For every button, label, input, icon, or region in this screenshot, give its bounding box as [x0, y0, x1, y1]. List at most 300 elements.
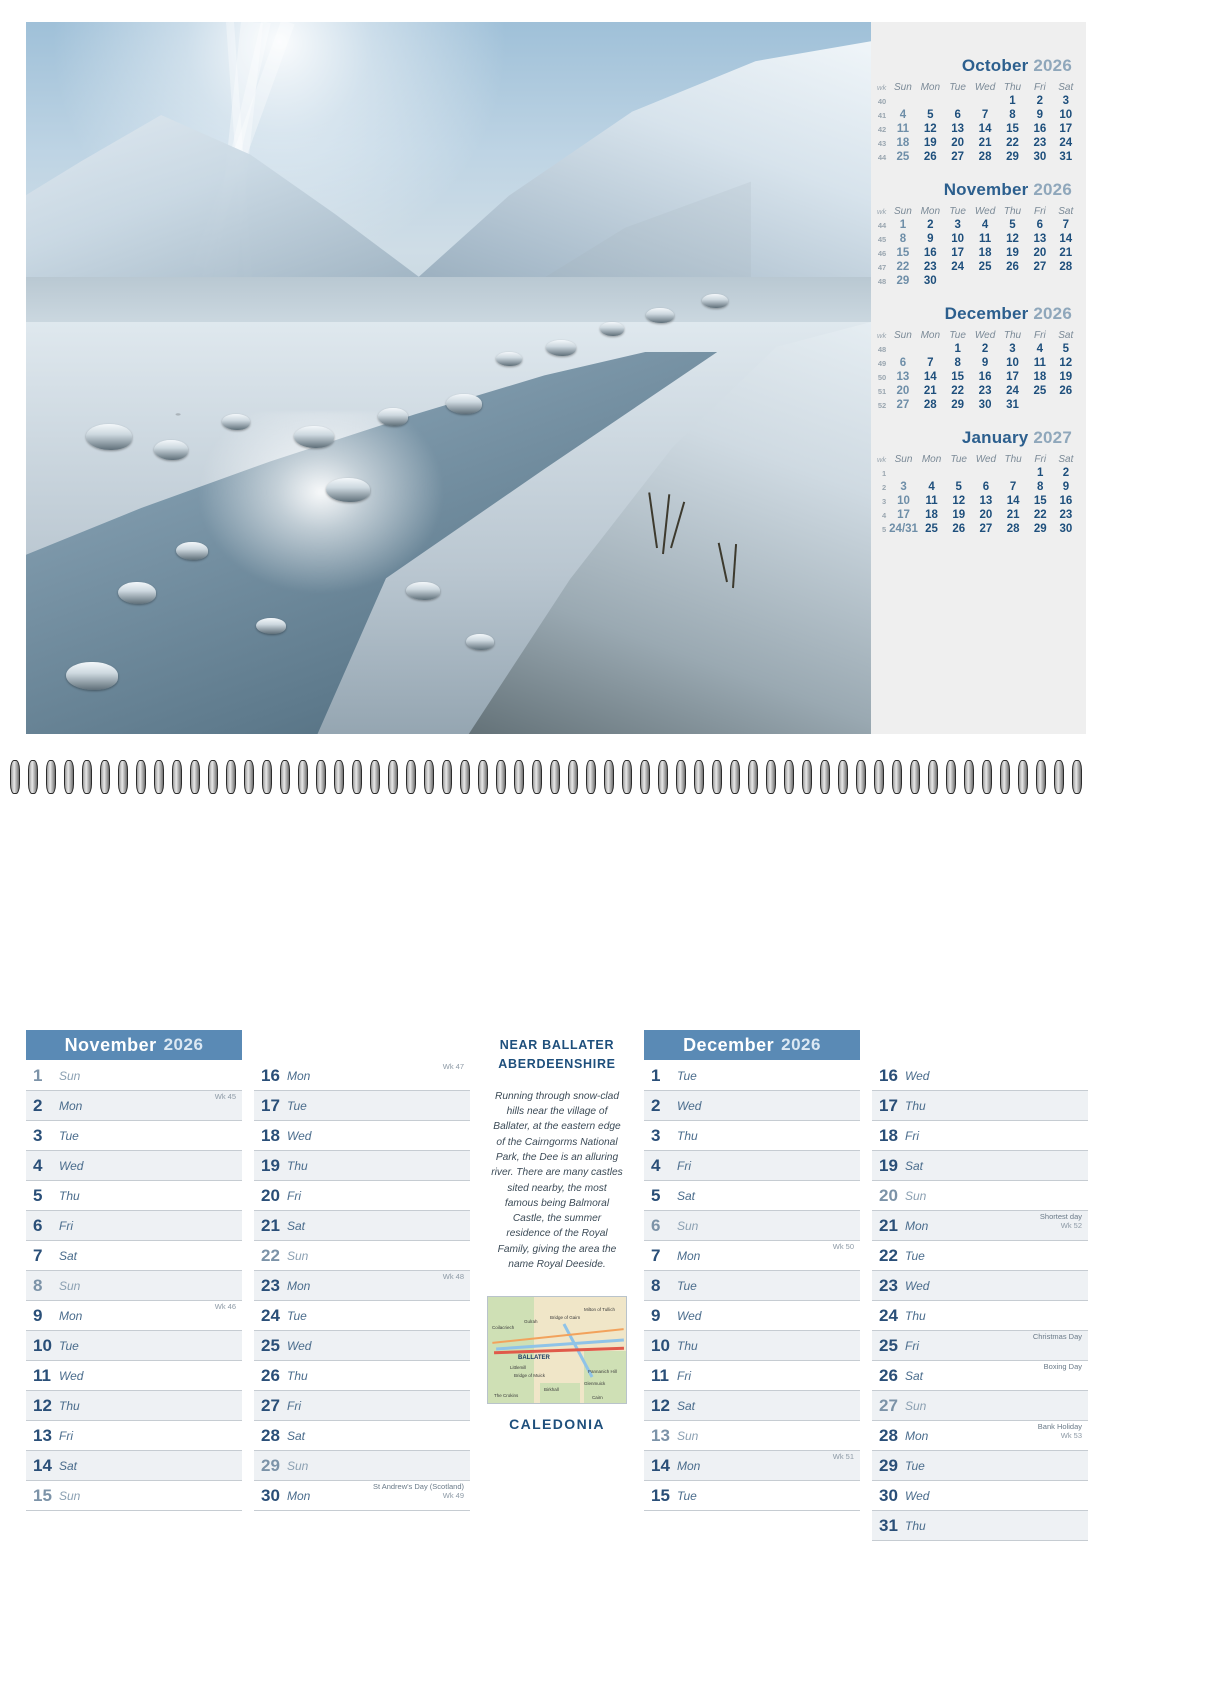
mini-day-cell[interactable]: 9	[1062, 481, 1070, 493]
day-row[interactable]	[644, 1061, 860, 1091]
day-name: Fri	[905, 1338, 919, 1353]
map-label: Milton of Tullich	[584, 1307, 616, 1313]
mini-day-cell[interactable]: 23	[1033, 137, 1047, 149]
mini-day-cell[interactable]: 1	[1009, 95, 1016, 107]
mini-day-cell[interactable]: 17	[1059, 123, 1073, 135]
day-number: 2	[651, 1095, 661, 1115]
mini-day-cell[interactable]: 18	[896, 137, 910, 149]
mini-day-cell[interactable]	[889, 466, 918, 480]
mini-day-cell[interactable]: 30	[1033, 151, 1047, 163]
mini-day-cell[interactable]: 12	[1059, 357, 1073, 369]
mini-day-cell[interactable]: 1	[954, 343, 961, 355]
day-number: 6	[651, 1215, 661, 1235]
mini-day-cell[interactable]: 20	[979, 509, 993, 521]
mini-day-cell[interactable]: 31	[1059, 151, 1073, 163]
mini-day-cell[interactable]: 13	[1033, 233, 1047, 245]
mini-day-cell[interactable]: 26	[1006, 261, 1019, 273]
mini-day-cell[interactable]: 17	[897, 509, 910, 521]
spiral-coil	[388, 760, 398, 794]
week-number: 44	[877, 220, 887, 230]
week-number: 43	[877, 138, 887, 148]
mini-day-cell[interactable]: 12	[923, 123, 937, 135]
day-number: 10	[33, 1335, 52, 1355]
day-name: Sat	[677, 1398, 696, 1413]
mini-day-cell[interactable]: 5	[927, 109, 934, 121]
mini-day-cell[interactable]: 18	[1033, 371, 1047, 383]
day-row[interactable]	[872, 1421, 1088, 1451]
mini-day-cell[interactable]: 21	[1059, 247, 1073, 259]
day-row[interactable]	[644, 1211, 860, 1241]
day-row[interactable]	[872, 1361, 1088, 1391]
day-name: Mon	[677, 1248, 701, 1263]
day-row[interactable]	[254, 1181, 470, 1211]
day-row[interactable]	[644, 1091, 860, 1121]
day-row[interactable]	[26, 1271, 242, 1301]
mini-day-cell[interactable]: 2	[981, 343, 989, 355]
mini-day-cell[interactable]: 4	[981, 219, 989, 231]
day-number: 31	[879, 1515, 898, 1535]
mini-day-cell[interactable]: 25	[896, 151, 910, 163]
spiral-coil	[604, 760, 614, 794]
day-row[interactable]	[644, 1241, 860, 1271]
caption-title	[482, 1036, 632, 1075]
mini-day-cell[interactable]: 10	[1006, 357, 1019, 369]
mini-day-cell[interactable]: 17	[1006, 371, 1019, 383]
day-row[interactable]	[26, 1361, 242, 1391]
mini-day-cell[interactable]: 19	[952, 509, 966, 521]
day-name: Tue	[287, 1308, 307, 1323]
week-number: 46	[877, 248, 887, 258]
mini-day-cell[interactable]: 24	[1059, 137, 1073, 149]
mini-weekday-header: Tue	[950, 454, 967, 465]
spiral-coil	[856, 760, 866, 794]
mini-day-cell[interactable]: 9	[981, 357, 989, 369]
day-row[interactable]	[644, 1301, 860, 1331]
day-number: 9	[651, 1305, 661, 1325]
mini-day-cell[interactable]: 16	[923, 247, 937, 259]
mini-day-cell[interactable]: 28	[978, 151, 992, 163]
mini-weekday-header: Mon	[920, 330, 941, 341]
mini-day-cell[interactable]: 19	[923, 137, 937, 149]
mini-day-cell[interactable]: 3	[1062, 95, 1069, 107]
mini-day-cell[interactable]: 29	[951, 399, 965, 411]
day-name: Tue	[677, 1488, 697, 1503]
day-row[interactable]	[26, 1151, 242, 1181]
spiral-coil	[244, 760, 254, 794]
mini-day-cell[interactable]: 14	[923, 371, 937, 383]
mini-day-cell[interactable]: 20	[1033, 247, 1047, 259]
caption-body: Running through snow-clad hills near the village of Ballater, at the eastern edge of the Cairngorms National Park, the Dee is an alluring river. There are many castles sited nearby, the most famous being Balmoral Castle, the summer residence of the Royal Family, giving the area the name Royal Deeside.	[491, 1090, 623, 1271]
mini-day-cell[interactable]: 22	[896, 261, 910, 273]
mini-day-cell[interactable]: 15	[1006, 123, 1019, 135]
mini-day-cell[interactable]: 26	[923, 151, 937, 163]
mini-weekday-header: Fri	[1034, 454, 1047, 465]
day-number: 21	[261, 1215, 280, 1235]
day-row[interactable]	[26, 1091, 242, 1121]
day-row[interactable]	[254, 1361, 470, 1391]
day-row[interactable]	[254, 1271, 470, 1301]
mini-day-cell[interactable]	[971, 94, 998, 108]
day-row[interactable]	[26, 1481, 242, 1511]
spiral-coil	[640, 760, 650, 794]
day-row[interactable]	[26, 1421, 242, 1451]
spiral-coil	[1018, 760, 1028, 794]
day-row[interactable]	[872, 1451, 1088, 1481]
mini-day-cell[interactable]: 9	[1036, 109, 1044, 121]
mini-day-cell[interactable]: 11	[925, 495, 938, 507]
mini-day-cell[interactable]: 7	[1062, 219, 1069, 231]
mini-day-cell[interactable]: 16	[1059, 495, 1073, 507]
mini-day-cell[interactable]	[1000, 466, 1027, 480]
mini-day-cell[interactable]: 8	[954, 357, 961, 369]
mini-day-cell[interactable]: 1	[1037, 467, 1044, 479]
spiral-coil	[622, 760, 632, 794]
day-number: 19	[879, 1155, 898, 1175]
mini-weekday-header: Fri	[1034, 206, 1046, 217]
spiral-coil	[964, 760, 974, 794]
spiral-coil	[226, 760, 236, 794]
mini-day-cell[interactable]: 31	[1006, 399, 1019, 411]
day-row[interactable]	[254, 1211, 470, 1241]
mini-day-cell[interactable]: 4	[1036, 343, 1044, 355]
day-note	[1044, 1363, 1082, 1372]
map-label: Littlemill	[510, 1365, 527, 1371]
day-row[interactable]	[644, 1331, 860, 1361]
mini-day-cell[interactable]: 11	[896, 123, 909, 135]
mini-weekday-header: Thu	[1003, 206, 1022, 217]
mini-week-row	[875, 260, 1078, 274]
day-row[interactable]	[254, 1421, 470, 1451]
mini-day-cell[interactable]: 29	[1033, 523, 1047, 535]
mini-day-cell[interactable]: 2	[1062, 467, 1070, 479]
week-number: 40	[877, 96, 887, 106]
mini-day-cell[interactable]	[1054, 274, 1078, 288]
mini-day-cell[interactable]: 3	[1009, 343, 1016, 355]
mini-month-table	[875, 81, 1078, 164]
mini-weekday-header: Sat	[1058, 206, 1074, 217]
mini-day-cell[interactable]	[971, 274, 998, 288]
mini-day-cell[interactable]: 25	[925, 523, 938, 535]
mini-day-cell[interactable]: 6	[954, 109, 961, 121]
day-name: Mon	[905, 1218, 929, 1233]
day-row[interactable]	[872, 1331, 1088, 1361]
mini-day-cell[interactable]: 3	[954, 219, 961, 231]
mini-day-cell[interactable]: 19	[1059, 371, 1073, 383]
mini-day-cell[interactable]: 27	[896, 399, 910, 411]
spiral-coil	[586, 760, 596, 794]
mini-day-cell[interactable]: 1	[899, 219, 907, 231]
mini-week-row	[875, 136, 1078, 150]
week-number: 45	[877, 234, 887, 244]
mini-weekday-header: Thu	[1004, 454, 1022, 465]
mini-day-cell[interactable]	[1026, 398, 1053, 412]
spiral-coil	[442, 760, 452, 794]
mini-day-cell[interactable]: 13	[979, 495, 993, 507]
mini-day-cell[interactable]: 5	[955, 481, 962, 493]
day-row[interactable]	[26, 1391, 242, 1421]
day-row[interactable]	[254, 1391, 470, 1421]
mini-week-row	[875, 398, 1078, 412]
week-number: 49	[877, 358, 887, 368]
mini-day-cell[interactable]: 8	[1009, 109, 1016, 121]
day-row[interactable]	[644, 1391, 860, 1421]
mini-day-cell[interactable]: 4	[928, 481, 935, 493]
day-row[interactable]	[26, 1241, 242, 1271]
mini-day-cell[interactable]: 22	[1006, 137, 1019, 149]
day-row[interactable]	[872, 1211, 1088, 1241]
day-row[interactable]	[254, 1481, 470, 1511]
mini-weekday-header: Sat	[1058, 454, 1074, 465]
mini-week-row	[875, 508, 1078, 522]
mini-day-cell[interactable]: 2	[927, 219, 934, 231]
mini-day-cell[interactable]: 14	[978, 123, 992, 135]
mini-day-cell[interactable]: 27	[979, 523, 993, 535]
day-row[interactable]	[644, 1421, 860, 1451]
mini-day-cell[interactable]: 23	[978, 385, 992, 397]
mini-day-cell[interactable]: 14	[1006, 495, 1020, 507]
spiral-coil	[154, 760, 164, 794]
mini-day-cell[interactable]: 18	[925, 509, 938, 521]
mini-day-cell[interactable]: 6	[1036, 219, 1044, 231]
day-note	[1038, 1423, 1082, 1440]
mini-day-cell[interactable]: 28	[1059, 261, 1073, 273]
mini-day-cell[interactable]: 3	[900, 481, 907, 493]
day-name: Mon	[59, 1308, 83, 1323]
mini-day-cell[interactable]: 29	[896, 275, 910, 287]
mini-day-cell[interactable]: 24	[951, 261, 965, 273]
mini-week-row	[875, 466, 1078, 480]
mini-day-cell[interactable]: 7	[1009, 481, 1017, 493]
day-row[interactable]	[872, 1061, 1088, 1091]
day-row[interactable]	[644, 1181, 860, 1211]
mini-day-cell[interactable]: 20	[951, 137, 965, 149]
column-spacer	[254, 1030, 470, 1061]
day-row[interactable]	[872, 1241, 1088, 1271]
mini-day-cell[interactable]: 29	[1006, 151, 1019, 163]
mini-day-cell[interactable]: 10	[897, 495, 910, 507]
day-row[interactable]	[26, 1451, 242, 1481]
mini-day-cell[interactable]: 6	[899, 357, 907, 369]
day-row[interactable]	[254, 1121, 470, 1151]
mini-day-cell[interactable]: 8	[899, 233, 907, 245]
mini-day-cell[interactable]: 28	[923, 399, 937, 411]
mini-day-cell[interactable]: 9	[927, 233, 934, 245]
day-row[interactable]	[872, 1391, 1088, 1421]
mini-month-october	[875, 56, 1078, 164]
spiral-coil	[514, 760, 524, 794]
day-row[interactable]	[26, 1301, 242, 1331]
mini-day-cell[interactable]: 16	[1033, 123, 1047, 135]
day-name: Thu	[59, 1188, 80, 1203]
day-row[interactable]	[872, 1181, 1088, 1211]
mini-day-cell[interactable]	[944, 274, 971, 288]
mini-day-cell[interactable]: 4	[899, 109, 907, 121]
day-number: 13	[33, 1425, 52, 1445]
day-name: Wed	[287, 1338, 312, 1353]
day-name: Mon	[287, 1278, 311, 1293]
mini-day-cell[interactable]	[889, 342, 916, 356]
mini-day-cell[interactable]	[918, 466, 945, 480]
mini-day-cell[interactable]: 7	[981, 109, 989, 121]
mini-day-cell[interactable]: 24/31	[889, 523, 918, 535]
mini-day-cell[interactable]: 26	[1059, 385, 1073, 397]
mini-weekday-header: wk	[877, 331, 887, 340]
day-number: 6	[33, 1215, 43, 1235]
map-label: Birkhall	[544, 1387, 559, 1393]
mini-day-cell[interactable]: 7	[927, 357, 934, 369]
day-number: 23	[261, 1275, 280, 1295]
mini-day-cell[interactable]	[1026, 274, 1053, 288]
day-name: Tue	[59, 1128, 79, 1143]
mini-weekday-header: wk	[876, 455, 887, 464]
photo-near-ballater	[26, 22, 871, 734]
day-row[interactable]	[254, 1091, 470, 1121]
mini-day-cell[interactable]	[944, 94, 971, 108]
mini-day-cell[interactable]: 13	[896, 371, 910, 383]
day-row[interactable]	[254, 1241, 470, 1271]
mini-day-cell[interactable]: 5	[1062, 343, 1069, 355]
mini-day-cell[interactable]: 15	[951, 371, 965, 383]
spiral-coil	[748, 760, 758, 794]
spiral-coil	[316, 760, 326, 794]
day-number: 3	[651, 1125, 661, 1145]
day-row[interactable]	[644, 1481, 860, 1511]
spiral-coil	[46, 760, 56, 794]
day-row[interactable]	[254, 1331, 470, 1361]
day-row[interactable]	[254, 1301, 470, 1331]
mini-month-table	[875, 329, 1078, 412]
mini-day-cell[interactable]: 16	[978, 371, 992, 383]
day-row[interactable]	[644, 1151, 860, 1181]
day-row[interactable]	[254, 1061, 470, 1091]
mini-day-cell[interactable]: 11	[1033, 357, 1046, 369]
mini-day-cell[interactable]: 21	[923, 385, 937, 397]
mini-weekday-header: Sat	[1058, 330, 1074, 341]
day-row[interactable]	[26, 1211, 242, 1241]
week-number: Wk 52	[1060, 1220, 1082, 1230]
mini-day-cell[interactable]: 12	[952, 495, 966, 507]
mini-day-cell[interactable]	[945, 466, 972, 480]
mini-day-cell[interactable]: 30	[978, 399, 992, 411]
mini-day-cell[interactable]: 24	[1006, 385, 1019, 397]
day-row[interactable]	[872, 1511, 1088, 1541]
mini-day-cell[interactable]: 6	[982, 481, 990, 493]
day-number: 5	[651, 1185, 661, 1205]
holiday-label: Boxing Day	[1043, 1362, 1082, 1371]
mini-day-cell[interactable]	[999, 274, 1026, 288]
mini-day-cell[interactable]: 22	[1033, 509, 1047, 521]
mini-week-row	[875, 370, 1078, 384]
mini-day-cell[interactable]: 19	[1006, 247, 1019, 259]
mini-day-cell[interactable]: 30	[1059, 523, 1073, 535]
mini-week-row	[875, 94, 1078, 108]
mini-day-cell[interactable]: 22	[951, 385, 965, 397]
day-number: 8	[33, 1275, 43, 1295]
day-number: 24	[261, 1305, 280, 1325]
day-row[interactable]	[26, 1331, 242, 1361]
day-name: Mon	[287, 1068, 311, 1083]
map-label: Glenmuick	[584, 1381, 606, 1387]
mini-day-cell[interactable]: 15	[1033, 495, 1047, 507]
mini-day-cell[interactable]: 2	[1036, 95, 1044, 107]
day-row[interactable]	[26, 1121, 242, 1151]
mini-day-cell[interactable]: 14	[1059, 233, 1073, 245]
mini-day-cell[interactable]: 10	[1059, 109, 1073, 121]
mini-day-cell[interactable]: 25	[1033, 385, 1047, 397]
day-number: 10	[651, 1335, 670, 1355]
mini-weekday-header: Sun	[894, 206, 912, 217]
mini-day-cell[interactable]: 12	[1006, 233, 1019, 245]
day-row[interactable]	[872, 1091, 1088, 1121]
week-number: 5	[881, 524, 887, 534]
day-note	[215, 1303, 236, 1312]
mini-day-cell[interactable]: 8	[1037, 481, 1044, 493]
mini-day-cell[interactable]: 26	[952, 523, 966, 535]
map-label: Bridge of Muick	[514, 1373, 546, 1379]
day-row[interactable]	[26, 1181, 242, 1211]
day-row[interactable]	[644, 1451, 860, 1481]
mini-day-cell[interactable]: 25	[978, 261, 992, 273]
day-name: Mon	[905, 1428, 929, 1443]
mini-day-cell[interactable]	[917, 94, 944, 108]
mini-day-cell[interactable]: 30	[923, 275, 937, 287]
mini-day-cell[interactable]: 27	[1033, 261, 1047, 273]
day-number: 30	[879, 1485, 898, 1505]
mini-day-cell[interactable]: 20	[896, 385, 910, 397]
mini-weekday-header: Wed	[974, 330, 996, 341]
mini-day-cell[interactable]: 28	[1006, 523, 1020, 535]
mini-day-cell[interactable]	[917, 342, 944, 356]
day-name: Fri	[677, 1368, 691, 1383]
day-row[interactable]	[872, 1481, 1088, 1511]
day-name: Tue	[677, 1068, 697, 1083]
mini-day-cell[interactable]: 21	[978, 137, 992, 149]
mini-day-cell[interactable]	[972, 466, 999, 480]
mini-day-cell[interactable]: 18	[978, 247, 992, 259]
day-row[interactable]	[872, 1121, 1088, 1151]
day-row[interactable]	[254, 1151, 470, 1181]
week-number: Wk 50	[832, 1242, 854, 1251]
day-row[interactable]	[644, 1361, 860, 1391]
mini-day-cell[interactable]: 21	[1006, 509, 1020, 521]
day-row[interactable]	[872, 1301, 1088, 1331]
mini-day-cell[interactable]	[1054, 398, 1078, 412]
day-row[interactable]	[872, 1151, 1088, 1181]
mini-day-cell[interactable]	[889, 94, 916, 108]
mini-day-cell[interactable]: 17	[951, 247, 965, 259]
week-number: Wk 51	[832, 1452, 854, 1461]
day-row[interactable]	[644, 1121, 860, 1151]
mini-day-cell[interactable]: 23	[923, 261, 937, 273]
mini-day-cell[interactable]: 27	[951, 151, 965, 163]
mini-day-cell[interactable]: 13	[951, 123, 965, 135]
day-row[interactable]	[254, 1451, 470, 1481]
mini-day-cell[interactable]: 15	[896, 247, 910, 259]
week-number: 48	[877, 344, 887, 354]
day-name: Thu	[905, 1518, 926, 1533]
spiral-coil	[1054, 760, 1064, 794]
mini-day-cell[interactable]: 5	[1009, 219, 1016, 231]
day-row[interactable]	[644, 1271, 860, 1301]
mini-day-cell[interactable]: 10	[951, 233, 965, 245]
day-name: Thu	[287, 1158, 308, 1173]
day-row[interactable]	[872, 1271, 1088, 1301]
mini-day-cell[interactable]: 23	[1059, 509, 1073, 521]
spiral-coil	[334, 760, 344, 794]
day-name: Sat	[905, 1158, 924, 1173]
mini-day-cell[interactable]: 11	[978, 233, 992, 245]
day-row[interactable]	[26, 1061, 242, 1091]
